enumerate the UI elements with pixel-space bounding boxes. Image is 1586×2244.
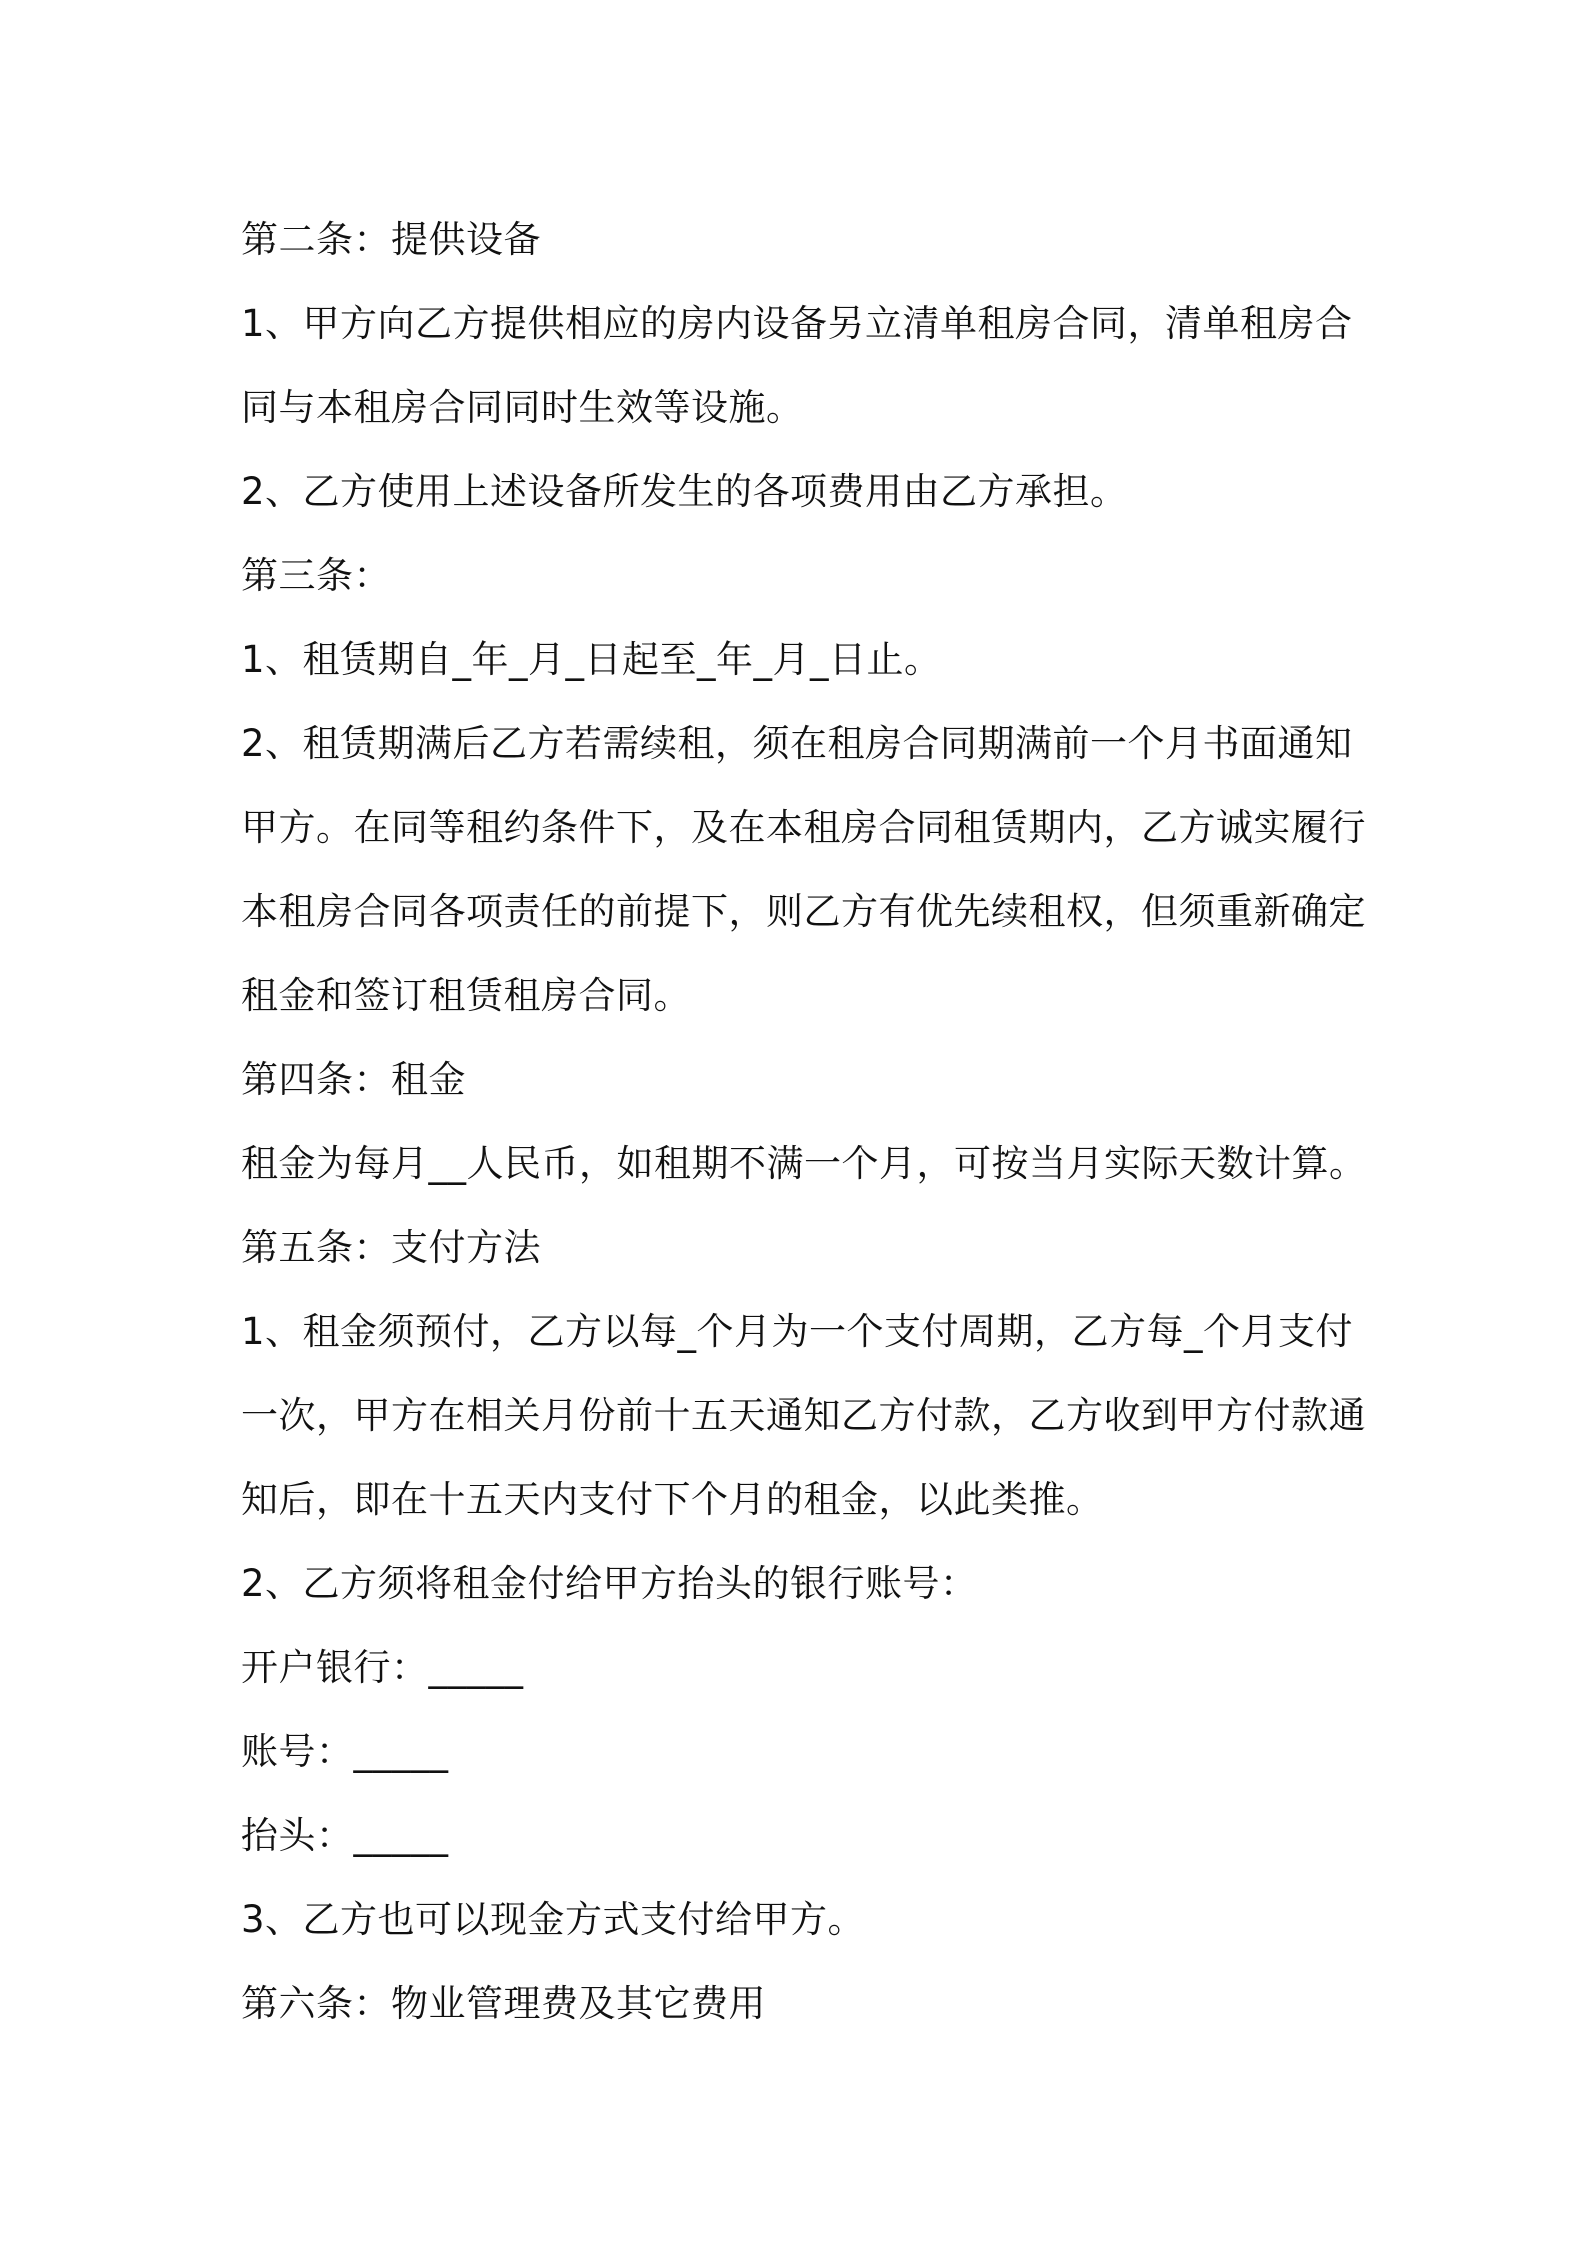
paragraph-line: 2、租赁期满后乙方若需续租，须在租房合同期满前一个月书面通知 [241,722,1353,765]
paragraph-line: 2、乙方须将租金付给甲方抬头的银行账号： [241,1562,978,1605]
paragraph-line: 本租房合同各项责任的前提下，则乙方有优先续租权，但须重新确定 [241,890,1366,933]
account-title-field: 抬头：_____ [241,1814,449,1857]
paragraph-line: 租金和签订租赁租房合同。 [241,974,691,1017]
section-heading-article-4: 第四条：租金 [241,1058,466,1101]
paragraph-line: 知后，即在十五天内支付下个月的租金，以此类推。 [241,1478,1104,1521]
paragraph-line: 租金为每月__人民币，如租期不满一个月，可按当月实际天数计算。 [241,1142,1367,1185]
section-heading-article-3: 第三条： [241,554,391,597]
paragraph-line: 甲方。在同等租约条件下，及在本租房合同租赁期内，乙方诚实履行 [241,806,1366,849]
paragraph-line: 1、租金须预付，乙方以每_个月为一个支付周期，乙方每_个月支付 [241,1310,1354,1353]
section-heading-article-5: 第五条：支付方法 [241,1226,541,1269]
paragraph-line: 3、乙方也可以现金方式支付给甲方。 [241,1898,866,1941]
section-heading-article-6: 第六条：物业管理费及其它费用 [241,1982,766,2025]
section-heading-article-2: 第二条：提供设备 [241,218,541,261]
paragraph-line: 一次，甲方在相关月份前十五天通知乙方付款，乙方收到甲方付款通 [241,1394,1366,1437]
document-body [241,198,1367,2046]
paragraph-line: 1、租赁期自_年_月_日起至_年_月_日止。 [241,638,942,681]
bank-name-field: 开户银行：_____ [241,1646,524,1689]
paragraph-line: 1、甲方向乙方提供相应的房内设备另立清单租房合同，清单租房合 [241,302,1353,345]
account-number-field: 账号：_____ [241,1730,449,1773]
paragraph-line: 同与本租房合同同时生效等设施。 [241,386,804,429]
paragraph-line: 2、乙方使用上述设备所发生的各项费用由乙方承担。 [241,470,1128,513]
